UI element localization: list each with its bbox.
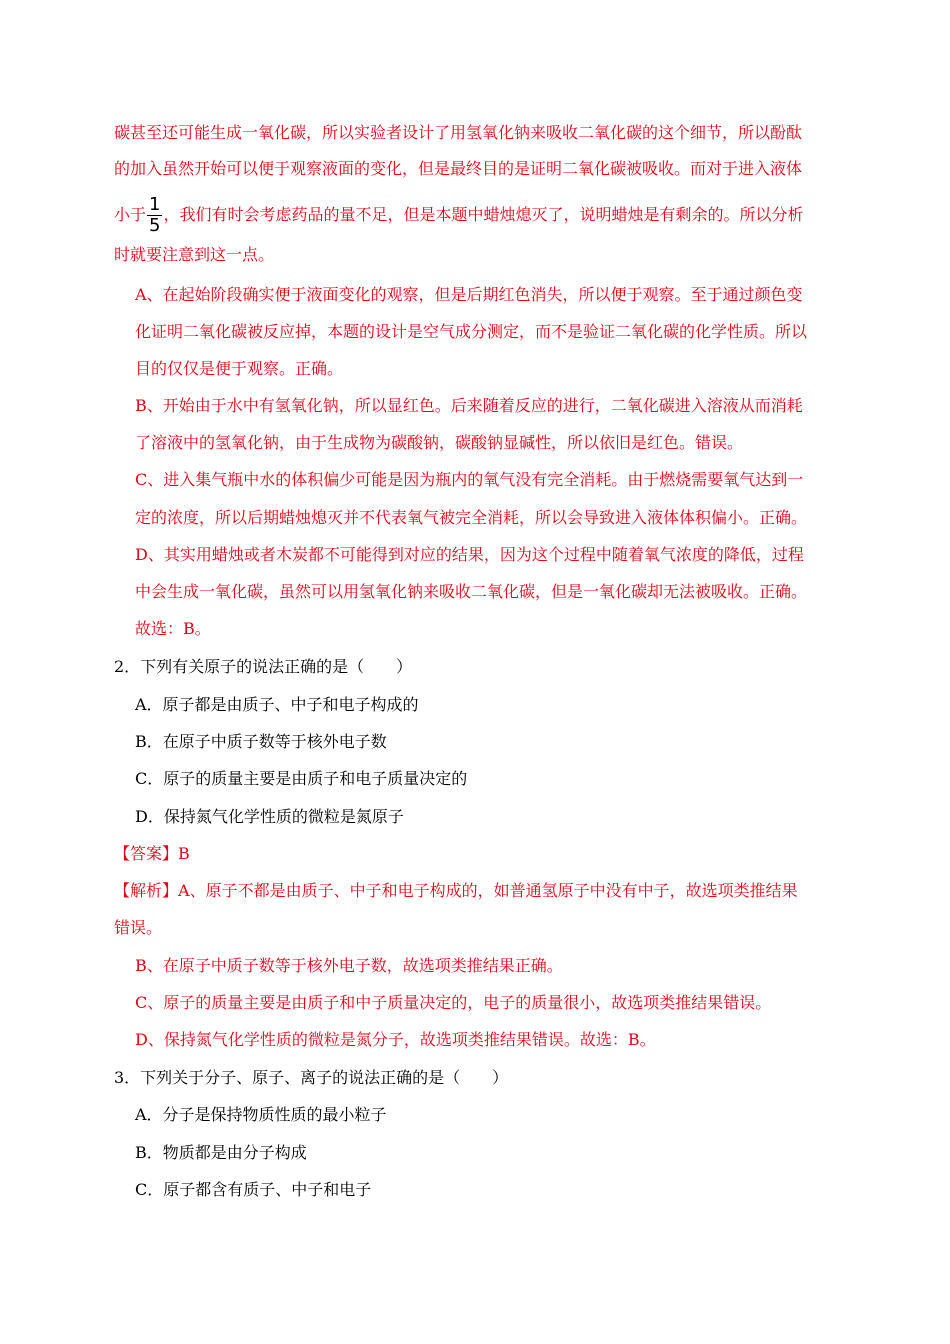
fraction-one-fifth bbox=[147, 196, 162, 235]
question-3-stem: 3．下列关于分子、原子、离子的说法正确的是（ ） bbox=[114, 1068, 509, 1087]
question-2-option-d: D．保持氮气化学性质的微粒是氮原子 bbox=[135, 807, 404, 826]
analysis-option-c: C、原子的质量主要是由质子和中子质量决定的，电子的质量很小，故选项类推结果错误。 bbox=[135, 993, 772, 1012]
analysis-option-a: A、在起始阶段确实便于液面变化的观察，但是后期红色消失，所以便于观察。至于通过颜色变 bbox=[135, 285, 803, 304]
analysis-option-d: 中会生成一氧化碳，虽然可以用氢氧化钠来吸收二氧化碳，但是一氧化碳却无法被吸收。正确。 bbox=[135, 582, 808, 601]
analysis-line: 的加入虽然开始可以便于观察液面的变化，但是最终目的是证明二氧化碳被吸收。而对于进入液体 bbox=[114, 159, 803, 178]
fraction-denominator: 5 bbox=[149, 215, 161, 236]
answer-tag: 【答案】 bbox=[114, 844, 179, 863]
answer-value: B bbox=[178, 844, 190, 863]
analysis-line: 碳甚至还可能生成一氧化碳，所以实验者设计了用氢氧化钠来吸收二氧化碳的这个细节，所以酚酞 bbox=[114, 123, 803, 142]
analysis-option-a: 目的仅仅是便于观察。正确。 bbox=[135, 359, 344, 378]
analysis-option-b: 了溶液中的氢氧化钠，由于生成物为碳酸钠，碳酸钠显碱性，所以依旧是红色。错误。 bbox=[135, 433, 744, 452]
analysis-line: 时就要注意到这一点。 bbox=[114, 245, 275, 264]
question-2-option-a: A．原子都是由质子、中子和电子构成的 bbox=[135, 695, 419, 714]
question-2-stem: 2．下列有关原子的说法正确的是（ ） bbox=[114, 657, 413, 676]
analysis-option-b: B、在原子中质子数等于核外电子数，故选项类推结果正确。 bbox=[135, 956, 563, 975]
question-2-option-c: C．原子的质量主要是由质子和电子质量决定的 bbox=[135, 769, 468, 788]
analysis-option-a: 化证明二氧化碳被反应掉，本题的设计是空气成分测定，而不是验证二氧化碳的化学性质。所以 bbox=[135, 322, 808, 341]
question-2-analysis bbox=[114, 880, 798, 902]
analysis-text: A、原子不都是由质子、中子和电子构成的，如普通氢原子中没有中子，故选项类推结果 bbox=[178, 881, 798, 900]
analysis-choice: 故选：B。 bbox=[135, 619, 211, 638]
analysis-option-c: 定的浓度，所以后期蜡烛熄灭并不代表氧气被完全消耗，所以会导致进入液体体积偏小。正确。 bbox=[135, 508, 808, 527]
analysis-line: 错误。 bbox=[114, 918, 163, 937]
analysis-option-b: B、开始由于水中有氢氧化钠，所以显红色。后来随着反应的进行，二氧化碳进入溶液从而消耗 bbox=[135, 396, 803, 415]
text-segment: ，我们有时会考虑药品的量不足，但是本题中蜡烛熄灭了，说明蜡烛是有剩余的。所以分析 bbox=[163, 205, 804, 224]
analysis-option-c: C、进入集气瓶中水的体积偏少可能是因为瓶内的氧气没有完全消耗。由于燃烧需要氧气达到一 bbox=[135, 470, 804, 489]
question-2-answer bbox=[114, 843, 190, 865]
text-segment: 小于 bbox=[114, 205, 147, 224]
analysis-line-with-fraction bbox=[114, 196, 803, 235]
question-2-option-b: B．在原子中质子数等于核外电子数 bbox=[135, 732, 387, 751]
fraction-numerator: 1 bbox=[149, 194, 161, 215]
analysis-option-d: D、其实用蜡烛或者木炭都不可能得到对应的结果，因为这个过程中随着氧气浓度的降低，过程 bbox=[135, 545, 804, 564]
question-3-option-c: C．原子都含有质子、中子和电子 bbox=[135, 1180, 372, 1199]
analysis-tag: 【解析】 bbox=[114, 881, 179, 900]
question-3-option-b: B．物质都是由分子构成 bbox=[135, 1143, 307, 1162]
analysis-option-d: D、保持氮气化学性质的微粒是氮分子，故选项类推结果错误。故选：B。 bbox=[135, 1030, 656, 1049]
question-3-option-a: A．分子是保持物质性质的最小粒子 bbox=[135, 1105, 387, 1124]
